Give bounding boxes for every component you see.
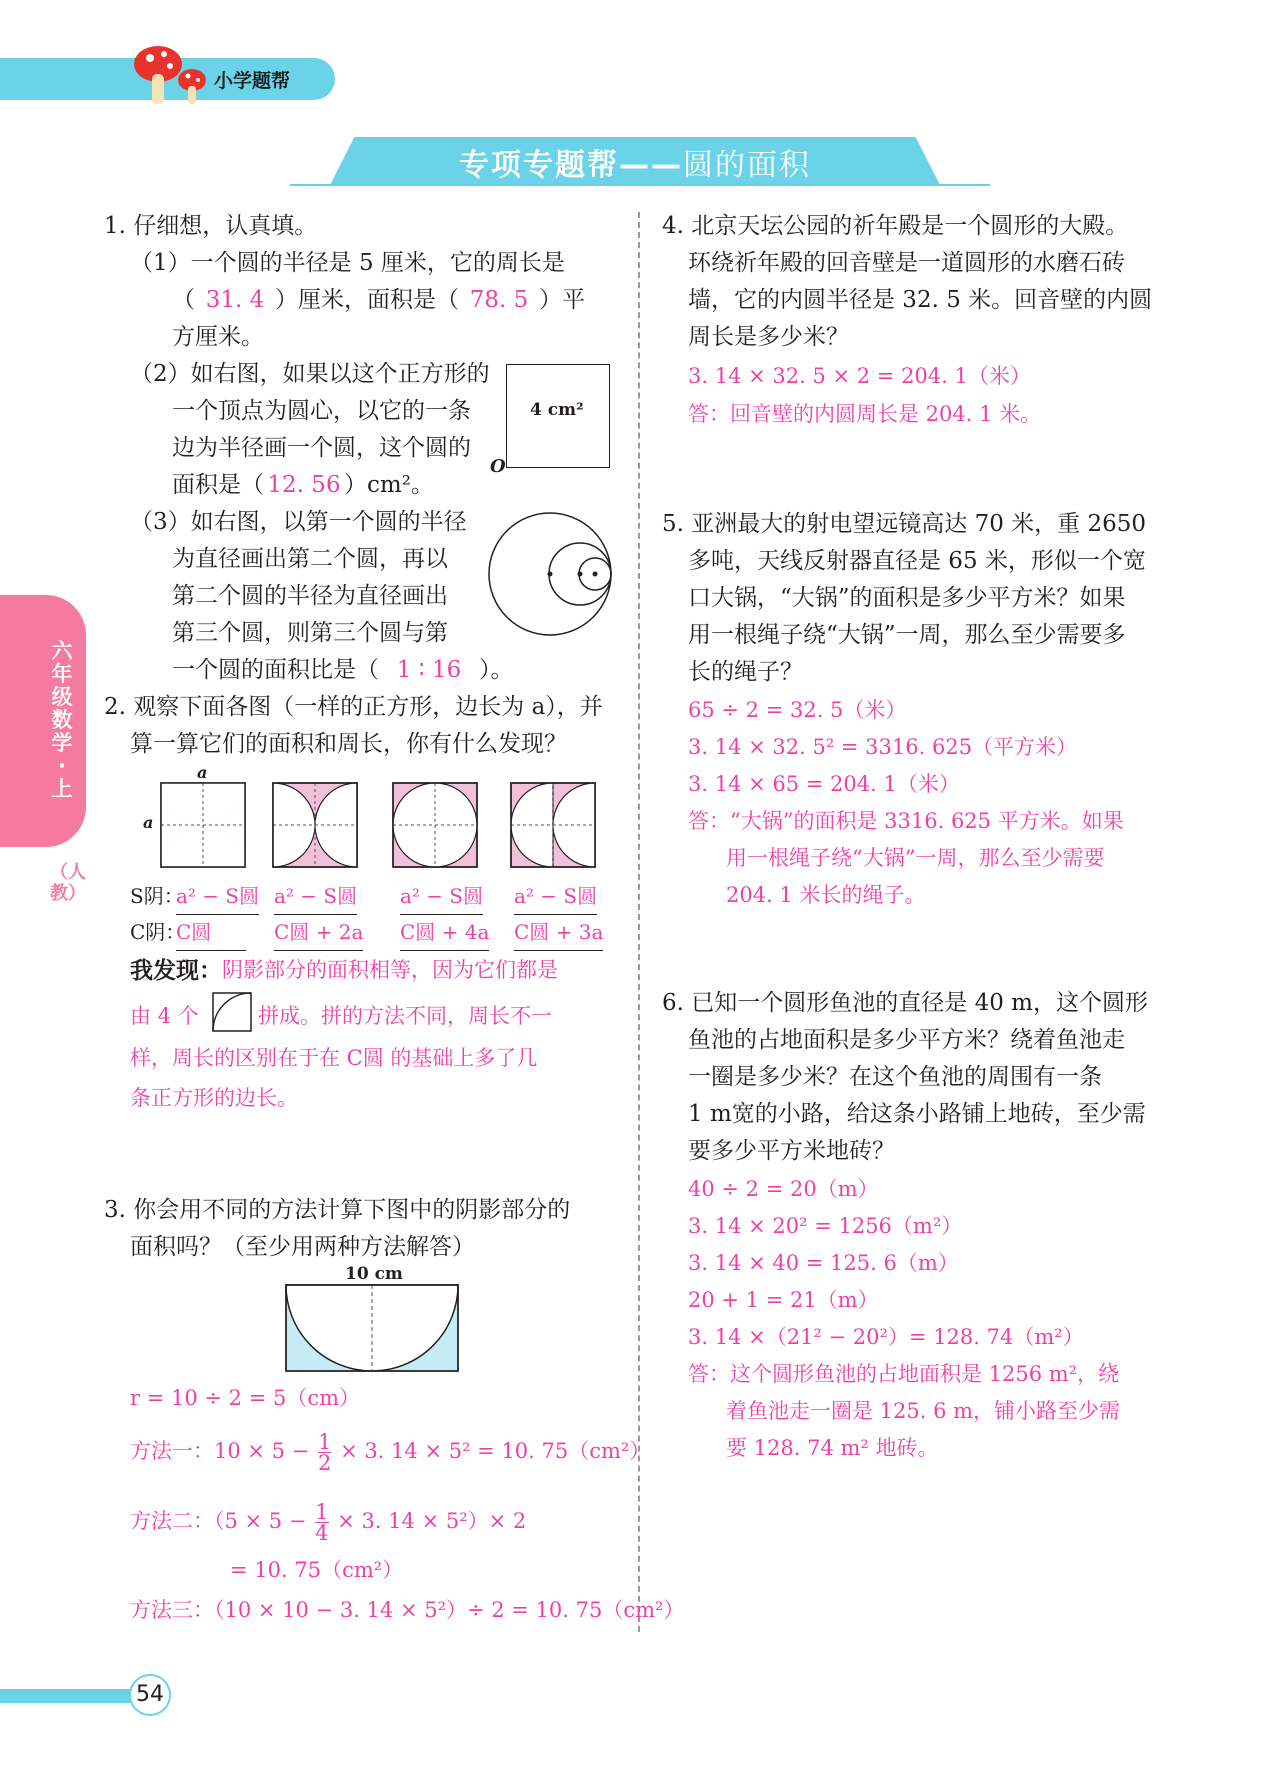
q5-line4: 用一根绳子绕“大锅”一周，那么至少需要多 [688,622,1126,648]
q2-figure-1 [160,782,246,868]
q2-s-value-1: a² − S圆 [176,878,259,915]
q2-line2: 算一算它们的面积和周长，你有什么发现？ [130,731,567,757]
side-tab-grade: 六年级数学·上 [51,639,73,801]
q2-s-value-2: a² − S圆 [274,878,357,915]
q5-answer-6: 204. 1 米长的绳子。 [726,883,926,907]
q2-c-value-4: C圆 + 3a [514,914,603,951]
q1-p3-line3: 第二个圆的半径为直径画出 [172,583,448,609]
q1-nested-circles-figure [486,510,614,638]
q2-found-label: 我发现： [130,957,222,984]
q5-line3: 口大锅，“大锅”的面积是多少平方米？如果 [688,585,1126,611]
q6-line1: 6. 已知一个圆形鱼池的直径是 40 m，这个圆形 [662,990,1148,1016]
q5-answer-5: 用一根绳子绕“大锅”一周，那么至少需要 [726,846,1105,870]
q6-line2: 鱼池的占地面积是多少平方米？绕着鱼池走 [688,1027,1125,1053]
q1-p3-line1: （3）如右图，以第一个圆的半径 [130,509,467,535]
q4-answer-calc: 3. 14 × 32. 5 × 2 = 204. 1（米） [688,364,1031,388]
q3-semicircle-figure [285,1284,461,1374]
q6-answer-8: 要 128. 74 m² 地砖。 [726,1436,939,1460]
q2-s-value-3: a² − S圆 [400,878,483,915]
q2-label-a-side: a [143,813,154,832]
q1-p2-line1: （2）如右图，如果以这个正方形的 [130,361,490,387]
q5-line1: 5. 亚洲最大的射电望远镜高达 70 米，重 2650 [662,511,1146,537]
q4-answer-statement: 答：回音壁的内圆周长是 204. 1 米。 [688,402,1042,426]
mushroom-icon [130,40,210,112]
q2-found-line3: 样，周长的区别在于在 C圆 的基础上多了几 [130,1046,538,1070]
q2-label-a-top: a [197,763,208,782]
q1-p3-line5: 一个圆的面积比是（ 1 ∶ 16 ）。 [172,652,514,689]
q1-p1-answer-area: 78. 5 [469,287,529,313]
q2-c-value-1: C圆 [176,914,246,951]
q1-square-origin: O [490,456,506,477]
q6-answer-6: 答：这个圆形鱼池的占地面积是 1256 m²，绕 [688,1362,1120,1386]
q6-answer-1: 40 ÷ 2 = 20（m） [688,1177,879,1201]
q5-answer-4: 答：“大锅”的面积是 3316. 625 平方米。如果 [688,809,1124,833]
q2-line1: 2. 观察下面各图（一样的正方形，边长为 a），并 [104,694,603,720]
q2-c-value-3: C圆 + 4a [400,914,489,951]
quarter-arc-shape-icon [212,992,252,1032]
q2-c-value-2: C圆 + 2a [274,914,363,951]
q1-p2-answer: 12. 56 [267,472,341,498]
q1-p3-line4: 第三个圆，则第三个圆与第 [172,620,448,646]
q3-method1: 方法一：10 × 5 − $\frac{1}{2}$ × 3. 14 × 5² = 10. 75（cm²） [130,1430,651,1475]
page-number: 54 [129,1674,171,1716]
q1-heading: 1. 仔细想，认真填。 [104,213,318,239]
q6-answer-4: 20 + 1 = 21（m） [688,1288,879,1312]
q1-square-label: 4 cm² [530,400,584,420]
q2-figure-2 [272,782,358,868]
q2-c-label: C阴： [130,920,186,944]
brand-name: 小学题帮 [214,70,291,92]
title-main: 专项专题帮 [459,148,619,183]
q1-p1-line1: （1）一个圆的半径是 5 厘米，它的周长是 [130,250,565,276]
q3-line1: 3. 你会用不同的方法计算下图中的阴影部分的 [104,1197,571,1223]
q4-line2: 环绕祈年殿的回音壁是一道圆形的水磨石砖 [688,250,1125,276]
q5-answer-3: 3. 14 × 65 = 204. 1（米） [688,772,960,796]
q6-answer-7: 着鱼池走一圈是 125. 6 m，铺小路至少需 [726,1399,1121,1423]
title-dash: —— [619,148,683,183]
q4-line4: 周长是多少米？ [688,324,849,350]
title-sub: 圆的面积 [683,148,811,183]
q6-line4: 1 m宽的小路，给这条小路铺上地砖，至少需 [688,1101,1146,1127]
q2-s-value-4: a² − S圆 [514,878,597,915]
q3-method2: 方法二：（5 × 5 − $\frac{1}{4}$ × 3. 14 × 5²）× 2 [130,1500,527,1545]
q1-p2-line4: 面积是（ 12. 56 ）cm²。 [172,467,434,504]
q4-line3: 墙，它的内圆半径是 32. 5 米。回音壁的内圆 [688,287,1153,313]
q1-p2-line3: 边为半径画一个圆，这个圆的 [172,435,471,461]
q1-p2-line2: 一个顶点为圆心，以它的一条 [172,398,471,424]
q2-figure-3 [392,782,478,868]
q1-p3-answer: 1 ∶ 16 [396,657,462,683]
q1-p3-line2: 为直径画出第二个圆，再以 [172,546,448,572]
q5-answer-2: 3. 14 × 32. 5² = 3316. 625（平方米） [688,735,1078,759]
q4-line1: 4. 北京天坛公园的祈年殿是一个圆形的大殿。 [662,213,1129,239]
footer-strip [0,1689,150,1703]
q6-answer-2: 3. 14 × 20² = 1256（m²） [688,1214,963,1238]
q5-line5: 长的绳子？ [688,659,803,685]
q2-figure-4 [510,782,596,868]
q6-line3: 一圈是多少米？在这个鱼池的周围有一条 [688,1064,1102,1090]
q6-answer-3: 3. 14 × 40 = 125. 6（m） [688,1251,959,1275]
q1-p1-line2: （ 31. 4 ）厘米，面积是（ 78. 5 ）平 [172,282,585,319]
q1-p1-line3: 方厘米。 [172,324,264,350]
q3-fig-label: 10 cm [345,1264,403,1284]
q3-line2: 面积吗？（至少用两种方法解答） [130,1234,475,1260]
q3-answer-radius: r = 10 ÷ 2 = 5（cm） [130,1386,360,1410]
q5-line2: 多吨，天线反射器直径是 65 米，形似一个宽 [688,548,1146,574]
q6-answer-5: 3. 14 ×（21² − 20²）= 128. 74（m²） [688,1325,1084,1349]
q3-method2-line2: = 10. 75（cm²） [230,1558,404,1582]
q2-found-line2b: 拼成。拼的方法不同，周长不一 [258,1004,552,1028]
q2-s-label: S阴： [130,884,184,908]
title-underline [290,184,990,186]
q2-found-line1: 阴影部分的面积相等，因为它们都是 [222,958,558,982]
q3-method3: 方法三：（10 × 10 − 3. 14 × 5²）÷ 2 = 10. 75（cm²） [130,1598,685,1622]
page-title [330,140,940,184]
q5-answer-1: 65 ÷ 2 = 32. 5（米） [688,698,907,722]
q1-p1-answer-circumference: 31. 4 [205,287,265,313]
side-tab-edition: （人教） [50,862,86,904]
q2-found-line2a: 由 4 个 [130,1004,199,1028]
q2-found-line4: 条正方形的边长。 [130,1086,298,1110]
q6-line5: 要多少平方米地砖？ [688,1138,895,1164]
column-divider [638,212,640,1632]
